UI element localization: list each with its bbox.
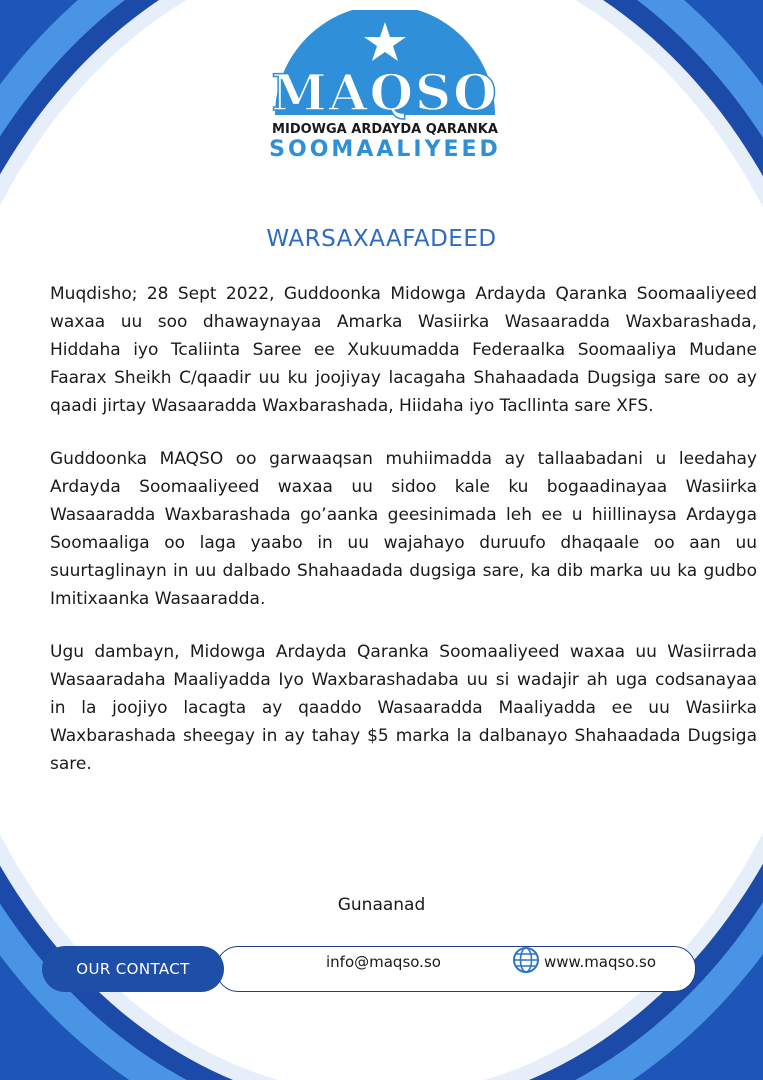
logo-tagline: SOOMAALIYEED <box>269 137 501 160</box>
paragraph: Muqdisho; 28 Sept 2022, Guddoonka Midowga Ardayda Qaranka Soomaaliyeed waxaa uu soo dhawaynayaa Amarka Wasiirka Wasaaradda Waxbarashada, Hiddaha iyo Tcaliinta Saree ee Xukuumadda Federaalka Soomaaliya Mudane Faarax Sheikh C/qaadir uu ku joojiyay lacagaha Shahaadada Dugsiga sare oo ay qaadi jirtay Wasaaradda Waxbarashada, Hiidaha iyo Tacllinta sare XFS. <box>50 284 757 416</box>
press-release-body <box>50 280 757 803</box>
paragraph: Guddoonka MAQSO oo garwaaqsan muhiimadda ay tallaabadani u leedahay Ardayda Soomaaliyeed waxaa uu sidoo kale ku bogaadinayaa Wasiirka Wasaaradda Waxbarashada go’aanka geesinimada leh ee u hiillinaysa Ardayga Soomaaliga oo laga yaabo in uu wajahayo duruufo dhaqaale oo aan uu suurtaglinayn in uu dalbado Shahaadada dugsiga sare, ka dib marka uu ka gudbo Imitixaanka Wasaaradda. <box>50 449 757 609</box>
paragraph: Ugu dambayn, Midowga Ardayda Qaranka Soomaaliyeed waxaa uu Wasiirrada Wasaaradaha Maaliyadda Iyo Waxbarashadaba uu si wadajir ah uga codsanayaa in la joojiyo lacagta ay qaaddo Wasaaradda Maaliyadda ee uu Wasiirka Waxbarashada sheegay in ay tahay $5 marka la dalbanayo Shahaadada Dugsiga sare. <box>50 642 757 774</box>
our-contact-label: OUR CONTACT <box>42 946 224 992</box>
page-title: WARSAXAAFADEED <box>266 226 497 252</box>
maqso-logo <box>265 10 505 160</box>
logo-name: MAQSO <box>271 63 499 122</box>
website-link[interactable]: www.maqso.so <box>544 953 657 971</box>
logo-subtitle: MIDOWGA ARDAYDA QARANKA <box>272 122 498 137</box>
globe-icon <box>512 946 540 974</box>
email-link[interactable]: info@maqso.so <box>326 953 441 971</box>
closing-signoff: Gunaanad <box>337 895 426 915</box>
